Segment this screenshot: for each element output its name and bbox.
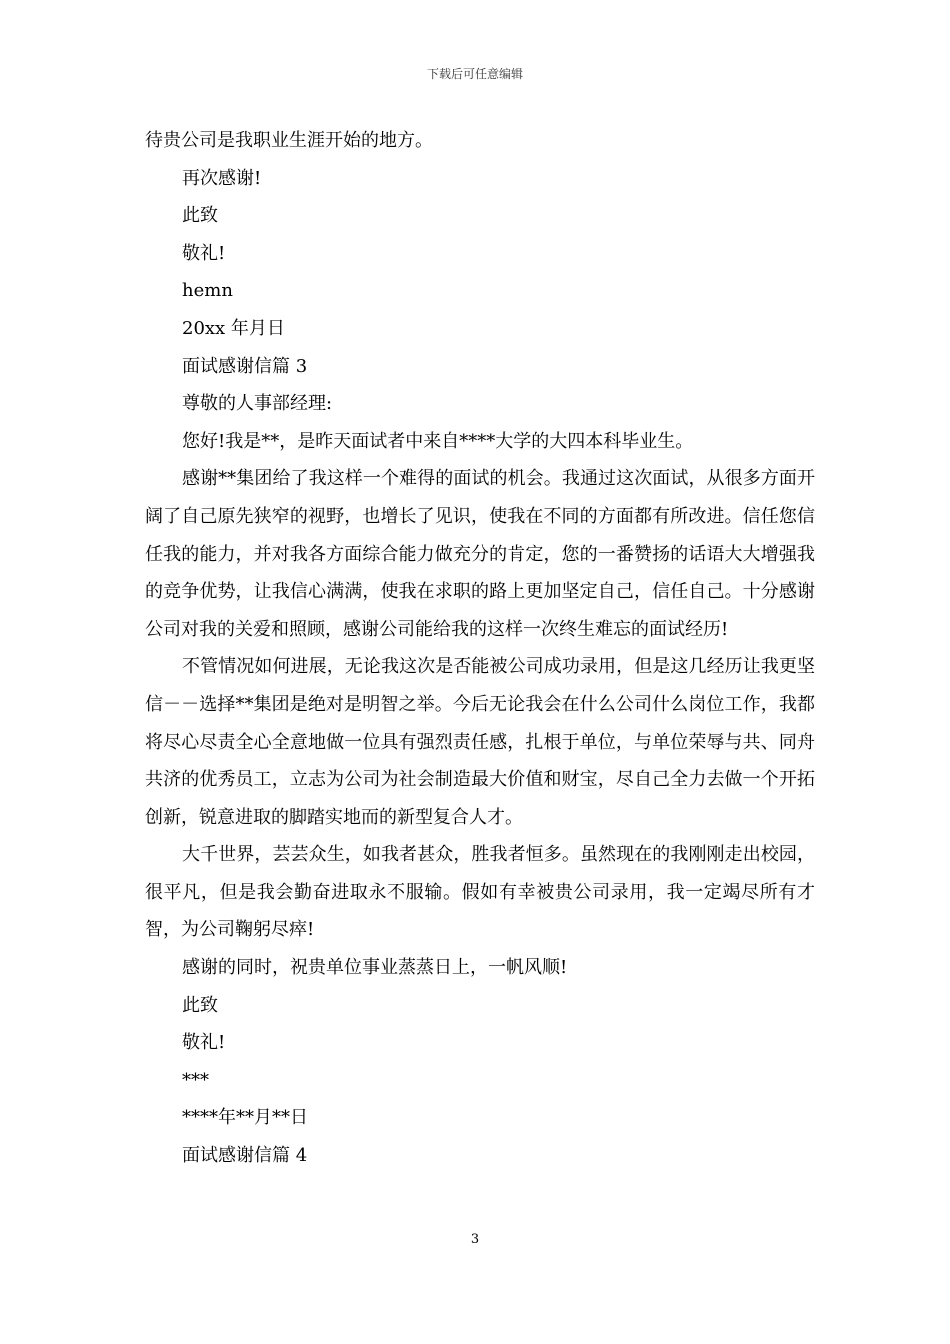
document-body	[145, 122, 815, 1175]
paragraph-closing-jingli-2: 敬礼!	[182, 1032, 226, 1054]
paragraph-signature: hemn	[182, 280, 233, 302]
paragraph-continued: 待贵公司是我职业生涯开始的地方。	[145, 130, 433, 151]
paragraph-date: 20xx 年月日	[182, 317, 285, 339]
paragraph-closing-jingli: 敬礼!	[182, 242, 226, 264]
section-title-4: 面试感谢信篇 4	[182, 1145, 308, 1167]
paragraph-closing-cizhi-2: 此致	[182, 994, 218, 1016]
paragraph-body-3: 大千世界，芸芸众生，如我者甚众，胜我者恒多。虽然现在的我刚刚走出校园，很平凡，但是我会勤奋进取永不服输。假如有幸被贵公司录用，我一定竭尽所有才智，为公司鞠躬尽瘁!	[145, 844, 815, 941]
paragraph-body-2: 不管情况如何进展，无论我这次是否能被公司成功录用，但是这几经历让我更坚信－－选择**集团是绝对是明智之举。今后无论我会在什么公司什么岗位工作，我都将尽心尽责全心全意地做一位具有强烈责任感，扎根于单位，与单位荣辱与共、同舟共济的优秀员工，立志为公司为社会制造最大价值和财宝，尽自己全力去做一个开拓创新，锐意进取的脚踏实地而的新型复合人才。	[145, 656, 815, 828]
paragraph-signature-2: ***	[182, 1069, 209, 1091]
paragraph-date-2: ****年**月**日	[182, 1107, 308, 1129]
paragraph-closing-cizhi: 此致	[182, 205, 218, 227]
paragraph-body-1: 感谢**集团给了我这样一个难得的面试的机会。我通过这次面试，从很多方面开阔了自己原先狭窄的视野，也增长了见识，使我在不同的方面都有所改进。信任您信任我的能力，并对我各方面综合能力做充分的肯定，您的一番赞扬的话语大大增强我的竞争优势，让我信心满满，使我在求职的路上更加坚定自己，信任自己。十分感谢公司对我的关爱和照顾，感谢公司能给我的这样一次终生难忘的面试经历!	[145, 468, 815, 640]
paragraph-salutation: 尊敬的人事部经理:	[182, 393, 333, 415]
paragraph-thanks-again: 再次感谢!	[182, 167, 262, 189]
paragraph-wishes: 感谢的同时，祝贵单位事业蒸蒸日上，一帆风顺!	[182, 957, 568, 979]
page-number: 3	[470, 1232, 480, 1247]
paragraph-greeting: 您好!我是**，是昨天面试者中来自****大学的大四本科毕业生。	[182, 430, 694, 452]
section-title-3: 面试感谢信篇 3	[182, 355, 308, 377]
page-header: 下载后可任意编辑	[426, 67, 523, 81]
